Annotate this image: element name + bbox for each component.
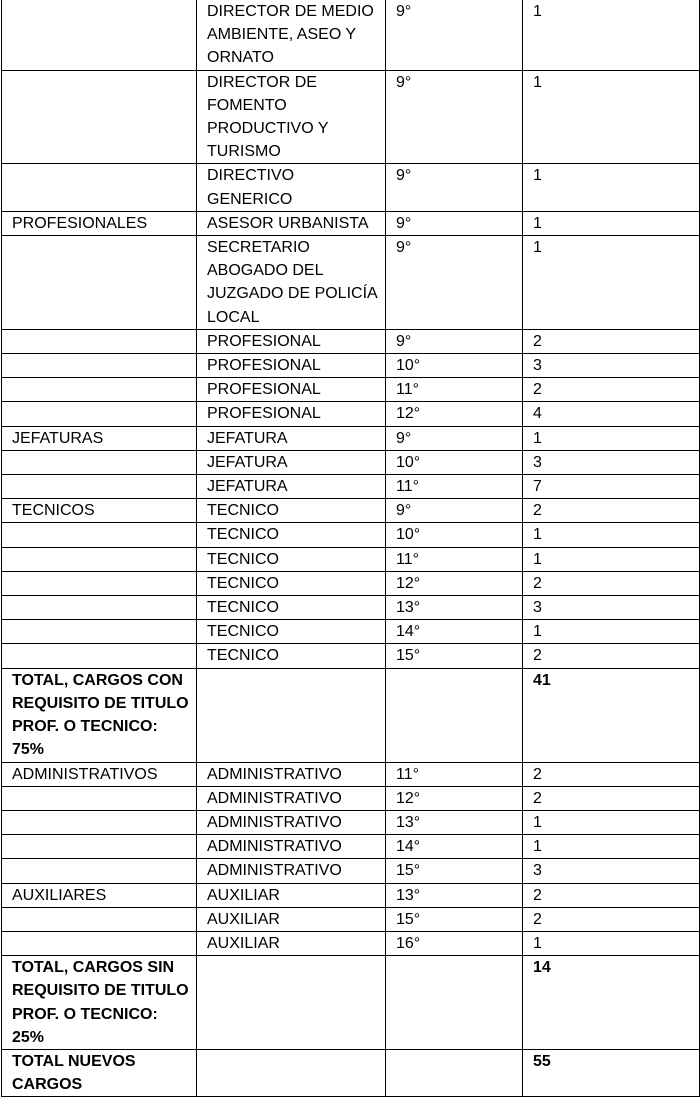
grade-cell: 11° [386,475,523,499]
position-cell: SECRETARIO ABOGADO DEL JUZGADO DE POLICÍA LOCAL [197,236,386,330]
position-cell: DIRECTOR DE FOMENTO PRODUCTIVO Y TURISMO [197,70,386,164]
count-cell: 55 [523,1049,700,1096]
category-cell: AUXILIARES [2,883,197,907]
grade-cell: 9° [386,329,523,353]
category-cell [2,354,197,378]
position-cell: PROFESIONAL [197,402,386,426]
count-cell: 3 [523,354,700,378]
table-row [2,354,700,378]
grade-cell: 14° [386,620,523,644]
count-cell: 3 [523,450,700,474]
position-cell: TECNICO [197,620,386,644]
count-cell: 1 [523,236,700,330]
position-cell: AUXILIAR [197,883,386,907]
position-cell: JEFATURA [197,475,386,499]
category-cell [2,70,197,164]
grade-cell: 12° [386,571,523,595]
count-cell: 1 [523,164,700,211]
count-cell: 2 [523,786,700,810]
category-cell: TOTAL, CARGOS CON REQUISITO DE TITULO PROF. O TECNICO: 75% [2,668,197,762]
category-cell [2,329,197,353]
position-cell: TECNICO [197,499,386,523]
count-cell: 1 [523,211,700,235]
grade-cell: 15° [386,907,523,931]
category-cell [2,596,197,620]
table-row [2,644,700,668]
table-row [2,402,700,426]
grade-cell [386,668,523,762]
position-cell: ASESOR URBANISTA [197,211,386,235]
category-cell: PROFESIONALES [2,211,197,235]
position-cell: JEFATURA [197,426,386,450]
table-row [2,236,700,330]
position-cell: ADMINISTRATIVO [197,810,386,834]
position-cell: AUXILIAR [197,907,386,931]
table-row [2,0,700,70]
grade-cell: 13° [386,810,523,834]
count-cell: 1 [523,835,700,859]
category-cell: TECNICOS [2,499,197,523]
position-cell [197,956,386,1050]
category-cell [2,0,197,70]
category-cell: ADMINISTRATIVOS [2,762,197,786]
table-row [2,450,700,474]
category-cell [2,547,197,571]
position-cell: DIRECTOR DE MEDIO AMBIENTE, ASEO Y ORNATO [197,0,386,70]
table-row [2,931,700,955]
count-cell: 2 [523,644,700,668]
grade-cell: 14° [386,835,523,859]
category-cell: JEFATURAS [2,426,197,450]
grade-cell: 11° [386,378,523,402]
table-row [2,164,700,211]
total-row [2,1049,700,1096]
category-cell [2,907,197,931]
position-cell [197,668,386,762]
table-row [2,907,700,931]
table-row [2,859,700,883]
category-cell [2,644,197,668]
count-cell: 2 [523,907,700,931]
grade-cell: 11° [386,762,523,786]
category-cell [2,571,197,595]
count-cell: 1 [523,931,700,955]
table-row [2,329,700,353]
position-cell: ADMINISTRATIVO [197,859,386,883]
grade-cell: 10° [386,523,523,547]
count-cell: 14 [523,956,700,1050]
total-row [2,668,700,762]
count-cell: 3 [523,596,700,620]
grade-cell: 16° [386,931,523,955]
position-cell: TECNICO [197,523,386,547]
grade-cell: 11° [386,547,523,571]
position-cell: PROFESIONAL [197,378,386,402]
count-cell: 3 [523,859,700,883]
position-cell: AUXILIAR [197,931,386,955]
grade-cell: 9° [386,70,523,164]
position-cell [197,1049,386,1096]
category-cell [2,450,197,474]
category-cell [2,835,197,859]
category-cell: TOTAL, CARGOS SIN REQUISITO DE TITULO PROF. O TECNICO: 25% [2,956,197,1050]
table-row [2,810,700,834]
category-cell [2,236,197,330]
count-cell: 1 [523,70,700,164]
grade-cell: 9° [386,0,523,70]
count-cell: 1 [523,523,700,547]
table-row [2,596,700,620]
position-cell: ADMINISTRATIVO [197,786,386,810]
count-cell: 7 [523,475,700,499]
grade-cell: 9° [386,211,523,235]
count-cell: 2 [523,499,700,523]
category-cell [2,164,197,211]
table-row [2,523,700,547]
table-row [2,70,700,164]
category-cell [2,931,197,955]
table-row [2,475,700,499]
table-row [2,378,700,402]
table-row [2,426,700,450]
category-cell [2,402,197,426]
count-cell: 41 [523,668,700,762]
position-cell: ADMINISTRATIVO [197,762,386,786]
grade-cell [386,956,523,1050]
table-row [2,883,700,907]
table-row [2,786,700,810]
category-cell [2,620,197,644]
table-row [2,835,700,859]
grade-cell: 12° [386,786,523,810]
table-row [2,211,700,235]
table-row [2,762,700,786]
position-cell: TECNICO [197,644,386,668]
position-cell: TECNICO [197,547,386,571]
grade-cell: 12° [386,402,523,426]
table-row [2,547,700,571]
count-cell: 1 [523,547,700,571]
grade-cell: 13° [386,596,523,620]
table-row [2,499,700,523]
grade-cell: 9° [386,499,523,523]
count-cell: 1 [523,620,700,644]
total-row [2,956,700,1050]
count-cell: 2 [523,378,700,402]
count-cell: 2 [523,571,700,595]
positions-table-body [2,0,700,1097]
position-cell: ADMINISTRATIVO [197,835,386,859]
table-row [2,620,700,644]
count-cell: 2 [523,883,700,907]
grade-cell: 13° [386,883,523,907]
count-cell: 4 [523,402,700,426]
count-cell: 2 [523,762,700,786]
grade-cell [386,1049,523,1096]
count-cell: 2 [523,329,700,353]
category-cell [2,810,197,834]
grade-cell: 10° [386,354,523,378]
position-cell: DIRECTIVO GENERICO [197,164,386,211]
table-row [2,571,700,595]
count-cell: 1 [523,426,700,450]
category-cell: TOTAL NUEVOS CARGOS [2,1049,197,1096]
count-cell: 1 [523,810,700,834]
category-cell [2,475,197,499]
position-cell: PROFESIONAL [197,354,386,378]
category-cell [2,859,197,883]
grade-cell: 9° [386,164,523,211]
grade-cell: 15° [386,644,523,668]
position-cell: PROFESIONAL [197,329,386,353]
positions-table [1,0,700,1097]
count-cell: 1 [523,0,700,70]
category-cell [2,523,197,547]
position-cell: TECNICO [197,571,386,595]
position-cell: TECNICO [197,596,386,620]
grade-cell: 9° [386,426,523,450]
category-cell [2,786,197,810]
grade-cell: 10° [386,450,523,474]
position-cell: JEFATURA [197,450,386,474]
grade-cell: 9° [386,236,523,330]
grade-cell: 15° [386,859,523,883]
category-cell [2,378,197,402]
